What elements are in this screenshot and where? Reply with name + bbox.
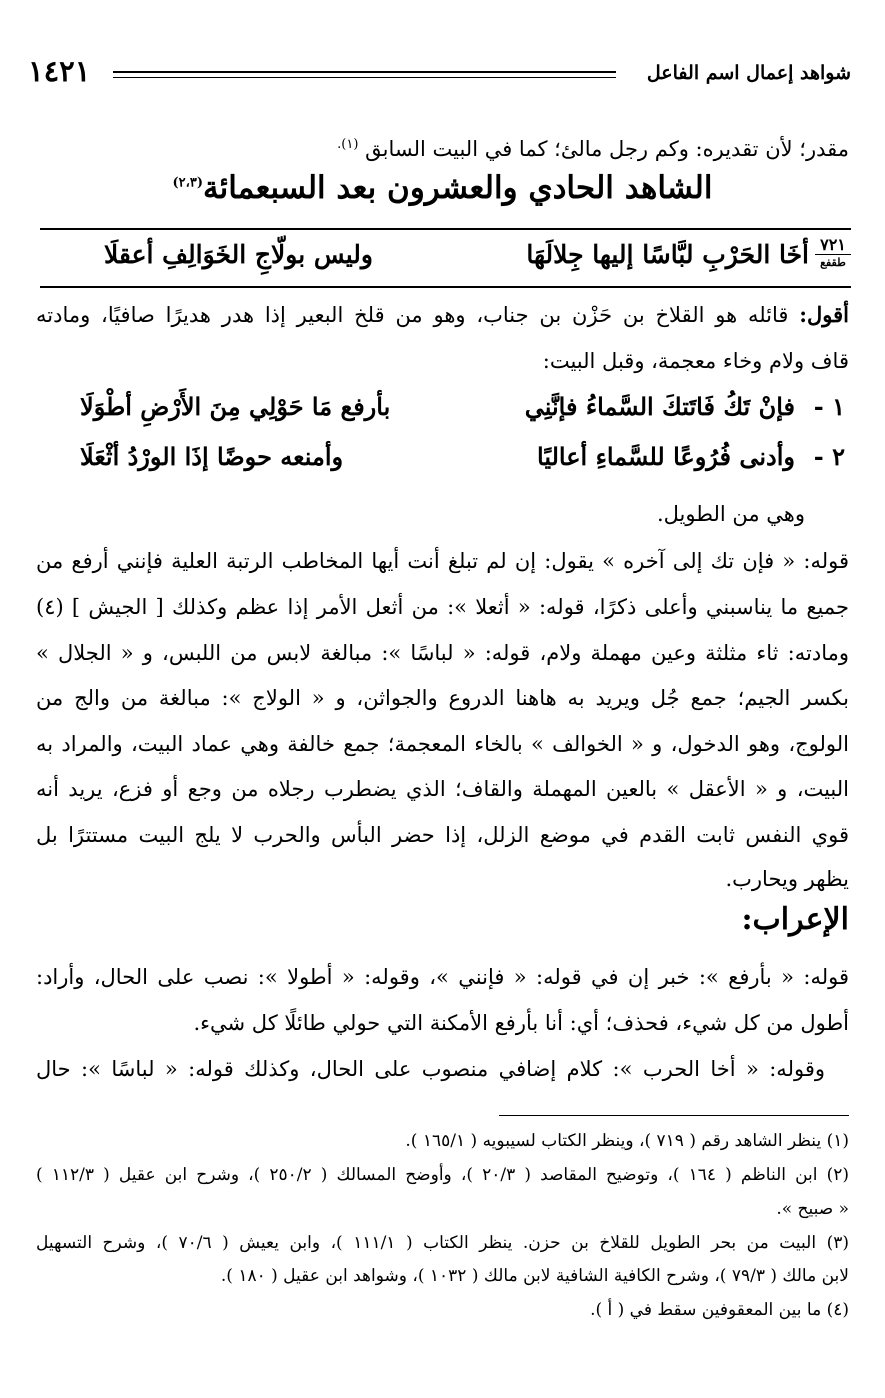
meter-line: وهي من الطويل. (656, 502, 805, 526)
poem-line-number: ١ - (813, 392, 845, 421)
footnote: « صبيح ». (776, 1199, 849, 1219)
footnote: (١) ينظر الشاهد رقم ( ٧١٩ )، وينظر الكتاب لسيبويه ( ١٦٥/١ ). (405, 1131, 849, 1151)
body-line: قاف ولام وخاء معجمة، وقبل البيت: (542, 349, 849, 373)
running-header (28, 54, 851, 94)
footnote: لابن مالك ( ٧٩/٣ )، وشرح الكافية الشافية لابن مالك ( ١٠٣٢ )، وشواهد ابن عقيل ( ١٨٠ ). (220, 1266, 849, 1286)
body-line: ومادته: ثاء مثلثة وعين مهملة ولام، قوله: « لباسًا »: مبالغة لابس من اللبس، و « الجلال » (36, 641, 849, 665)
body-text: قائله هو القلاخ بن حَزْن بن جناب، وهو من قلخ البعير إذا هدر هديرًا صافيًا، ومادته (36, 303, 800, 327)
verse-box (44, 236, 851, 280)
witness-heading (0, 170, 885, 206)
footnote-rule (499, 1115, 849, 1116)
heading-footnote-ref: (٢،٣) (172, 175, 203, 191)
footnote: (٢) ابن الناظم ( ١٦٤ )، وتوضيح المقاصد ( ٢٠/٣ )، وأوضح المسالك ( ٢٥٠/٢ )، وشرح ابن عقيل ( ١١٢/٣ ) (36, 1165, 850, 1185)
verse-number-value: ٧٢١ (815, 236, 851, 255)
body-line: يظهر ويحارب. (725, 867, 849, 891)
poem-hemistich-1: وأدنى فُرُوعًا للسَّماءِ أعاليًا (537, 442, 795, 471)
footnote-ref-1: (١). (337, 137, 359, 152)
header-rule (113, 71, 616, 73)
poem-hemistich-2: بأرفع مَا حَوْلِي مِنَ الأَرْضِ أطْوَلَا (80, 392, 391, 421)
verse-meter-label: طقفع (820, 256, 846, 269)
intro-line (36, 130, 849, 164)
body-line: أطول من كل شيء، فحذف؛ أي: أنا بأرفع الأمكنة التي حولي طائلًا كل شيء. (193, 1011, 849, 1035)
body-line: جميع ما يناسبني وأعلى ذكرًا، قوله: « أثعلا »: من أثعل الأمر إذا عظم وكذلك [ الجيش ] (٤) (36, 595, 849, 619)
intro-text: مقدر؛ لأن تقديره: وكم رجل مالئ؛ كما في البيت السابق (365, 137, 849, 161)
body-line (36, 300, 849, 330)
body-line: قوله: « بأرفع »: خبر إن في قوله: « فإنني »، وقوله: « أطولا »: نصب على الحال، وأراد: (36, 965, 849, 989)
body-line: البيت، و « الأعقل » بالعين المهملة والقاف؛ الذي يضطرب رجلاه من وجع أو فزع، يريد أنه (36, 777, 849, 801)
body-line: الولوج، وهو الدخول، و « الخوالف » بالخاء المعجمة؛ جمع خالفة وهي عماد البيت، والمراد به (36, 732, 849, 756)
poem-line-number: ٢ - (813, 442, 845, 471)
body-line: وقوله: « أخا الحرب »: كلام إضافي منصوب على الحال، وكذلك قوله: « لباسًا »: حال (36, 1057, 825, 1081)
verse-number (815, 236, 851, 271)
page-number: ١٤٢١ (28, 54, 91, 88)
body-line: قوي النفس ثابت القدم في موضع الزلل، إذا حضر البأس والحرب لا يلج البيت مستترًا بل (36, 823, 849, 847)
poem-line (80, 392, 845, 426)
header-title: شواهد إعمال اسم الفاعل (646, 62, 851, 84)
poem-hemistich-1: فإنْ تَكُ فَاتَتكَ السَّماءُ فإنَّنِي (524, 392, 795, 421)
verse-bottom-rule (40, 286, 851, 288)
poem-line (80, 442, 845, 476)
footnote: (٣) البيت من بحر الطويل للقلاخ بن حزن. ينظر الكتاب ( ١١١/١ )، وابن يعيش ( ٧٠/٦ )، وشرح التسهيل (36, 1233, 849, 1253)
verse-hemistich-1: أخَا الحَرْبِ لبَّاسًا إليها جِلالَهَا (526, 240, 809, 269)
body-line: قوله: « فإن تك إلى آخره » يقول: إن لم تبلغ أنت أيها المخاطب الرتبة العلية فإنني أرفع من (36, 549, 849, 573)
header-rule-thin (113, 77, 616, 78)
footnote: (٤) ما بين المعقوفين سقط في ( أ ). (590, 1300, 849, 1320)
heading-text: الشاهد الحادي والعشرون بعد السبعمائة (202, 170, 713, 206)
body-line: بكسر الجيم؛ جمع جُل ويريد به هاهنا الدروع والجواثن، و « الولاج »: مبالغة من والج من (36, 686, 849, 710)
section-title: الإعراب: (741, 902, 849, 937)
verse-top-rule (40, 228, 851, 230)
aqul-label: أقول: (799, 302, 849, 327)
verse-hemistich-2: وليس بولّاجِ الخَوَالِفِ أعقلَا (104, 240, 373, 269)
poem-hemistich-2: وأمنعه حوضًا إذَا الورْدُ أثْعَلَا (80, 442, 344, 471)
